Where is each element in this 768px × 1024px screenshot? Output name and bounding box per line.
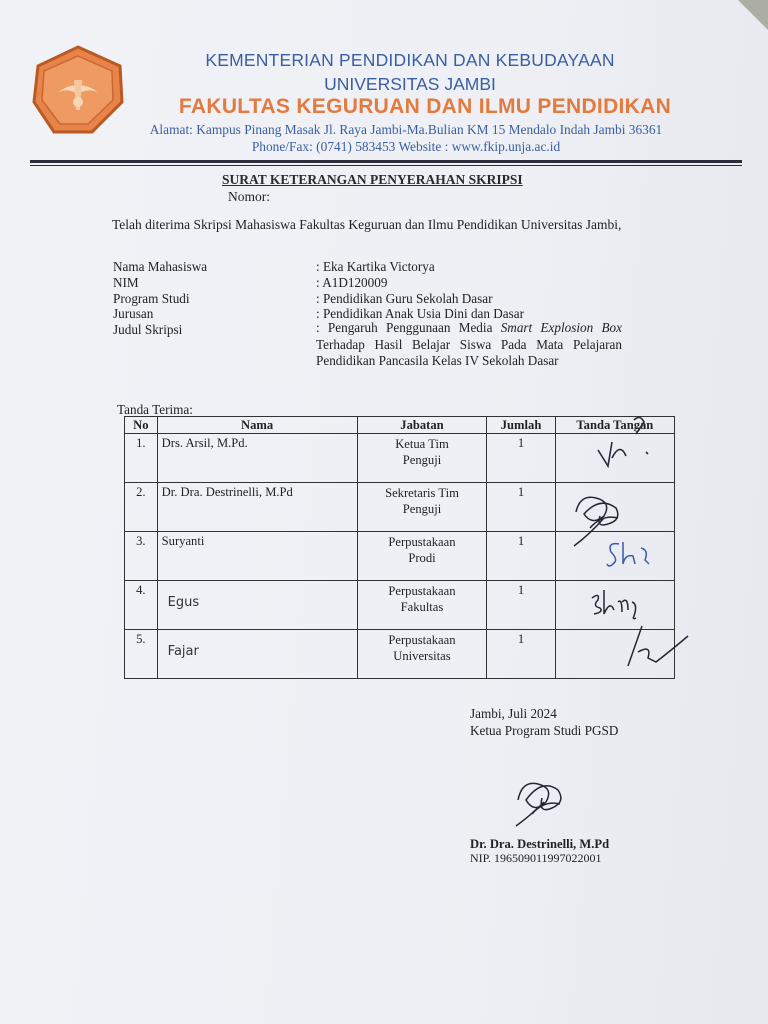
letter-number: Nomor: [228, 189, 270, 204]
header-rule-thick [30, 160, 742, 163]
row-jumlah: 1 [487, 483, 555, 532]
row-signature [555, 434, 674, 483]
signer-role: Ketua Program Studi PGSD [470, 723, 619, 738]
row-nama [157, 630, 357, 679]
place-date: Jambi, Juli 2024 [470, 706, 557, 721]
field-value-prodi: : Pendidikan Guru Sekolah Dasar [316, 291, 493, 306]
address-line: Alamat: Kampus Pinang Masak Jl. Raya Jambi-Ma.Bulian KM 15 Mendalo Indah Jambi 36361 [149, 122, 663, 137]
handwritten-name: Egus [167, 595, 200, 610]
folded-corner [738, 0, 768, 30]
table-row [125, 630, 675, 679]
field-value-nim: : A1D120009 [316, 275, 388, 290]
table-row [125, 532, 675, 581]
head-signature [510, 772, 570, 836]
field-value-jurusan: : Pendidikan Anak Usia Dini dan Dasar [316, 306, 525, 321]
intro-text: Telah diterima Skripsi Mahasiswa Fakultas Keguruan dan Ilmu Pendidikan Universitas Jambi, [112, 217, 622, 232]
row-no: 5. [125, 630, 158, 679]
table-row [125, 581, 675, 630]
row-jabatan: Perpustakaan Universitas [357, 630, 487, 679]
field-label-judul: Judul Skripsi [113, 322, 183, 337]
handwritten-name: Fajar [167, 644, 199, 659]
field-value-nama: : Eka Kartika Victorya [316, 259, 435, 274]
field-label-nim: NIM [113, 275, 139, 290]
receipt-table [124, 416, 675, 679]
row-nama: Dr. Dra. Destrinelli, M.Pd [157, 483, 357, 532]
table-row [125, 483, 675, 532]
row-jumlah: 1 [487, 532, 555, 581]
row-jabatan: Perpustakaan Prodi [357, 532, 487, 581]
receipt-label: Tanda Terima: [117, 402, 193, 417]
letter-title: SURAT KETERANGAN PENYERAHAN SKRIPSI [222, 172, 523, 187]
contact-line: Phone/Fax: (0741) 583453 Website : www.fkip.unja.ac.id [251, 139, 561, 154]
col-header-jumlah: Jumlah [487, 417, 555, 434]
row-jabatan: Perpustakaan Fakultas [357, 581, 487, 630]
row-jabatan: Ketua Tim Penguji [357, 434, 487, 483]
col-header-no: No [125, 417, 158, 434]
university-name: UNIVERSITAS JAMBI [324, 74, 496, 94]
field-value-judul: : Pengaruh Penggunaan Media Smart Explosion Box Terhadap Hasil Belajar Siswa Pada Mata Pelajaran Pendidikan Pancasila Kelas IV Sekolah Dasar [316, 320, 622, 368]
row-no: 3. [125, 532, 158, 581]
judul-italic: Smart Explosion Box [500, 320, 622, 335]
ministry-name: KEMENTERIAN PENDIDIKAN DAN KEBUDAYAAN [205, 50, 615, 70]
row-signature [555, 483, 674, 532]
row-jumlah: 1 [487, 630, 555, 679]
col-header-jabatan: Jabatan [357, 417, 487, 434]
col-header-ttd: Tanda Tangan [555, 417, 674, 434]
signer-nip: NIP. 196509011997022001 [470, 851, 602, 865]
table-row [125, 434, 675, 483]
row-jumlah: 1 [487, 434, 555, 483]
row-signature [555, 630, 674, 679]
row-nama: Suryanti [157, 532, 357, 581]
field-label-prodi: Program Studi [113, 291, 190, 306]
header-rule-thin [30, 165, 742, 166]
row-no: 4. [125, 581, 158, 630]
table-header-row [125, 417, 675, 434]
row-nama: Drs. Arsil, M.Pd. [157, 434, 357, 483]
row-signature [555, 532, 674, 581]
faculty-name: FAKULTAS KEGURUAN DAN ILMU PENDIDIKAN [178, 95, 672, 118]
signer-name: Dr. Dra. Destrinelli, M.Pd [470, 837, 610, 851]
row-no: 1. [125, 434, 158, 483]
row-nama [157, 581, 357, 630]
col-header-nama: Nama [157, 417, 357, 434]
row-signature [555, 581, 674, 630]
field-label-nama: Nama Mahasiswa [113, 259, 208, 274]
row-jabatan: Sekretaris Tim Penguji [357, 483, 487, 532]
row-jumlah: 1 [487, 581, 555, 630]
university-logo [30, 44, 126, 136]
row-no: 2. [125, 483, 158, 532]
field-label-jurusan: Jurusan [113, 306, 154, 321]
